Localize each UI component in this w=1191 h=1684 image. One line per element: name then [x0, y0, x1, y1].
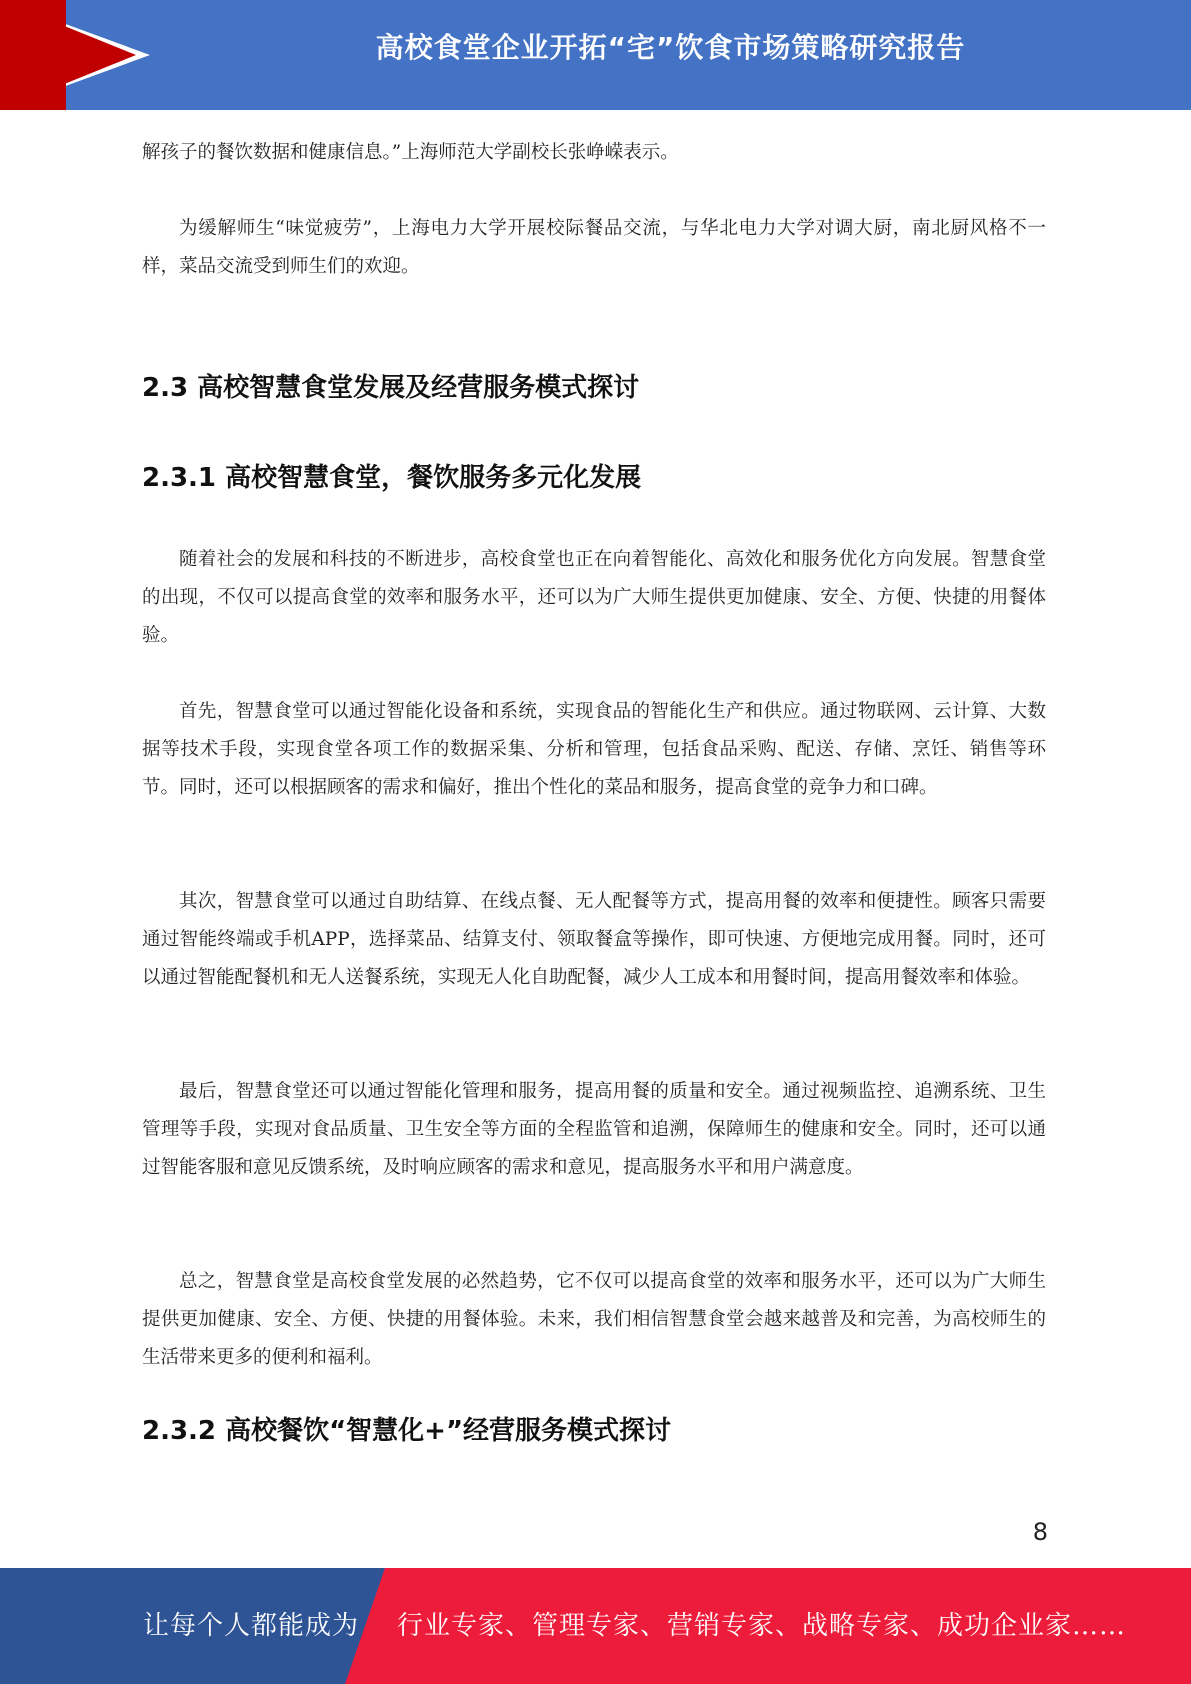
paragraph-intro-tail: 解孩子的餐饮数据和健康信息。”上海师范大学副校长张峥嵘表示。 — [142, 142, 679, 163]
section-heading-2-3-2: 2.3.2 高校餐饮“智慧化+”经营服务模式探讨 — [142, 1416, 672, 1446]
page-footer — [0, 1568, 1191, 1684]
section-2-3-block — [142, 370, 1046, 406]
paragraph-2-block — [142, 693, 1046, 807]
footer-slogan-right: 行业专家、管理专家、营销专家、战略专家、成功企业家…… — [397, 1611, 1127, 1641]
paragraph-5: 总之，智慧食堂是高校食堂发展的必然趋势，它不仅可以提高食堂的效率和服务水平，还可以为广大师生提供更加健康、安全、方便、快捷的用餐体验。未来，我们相信智慧食堂会越来越普及和完善，为高校师生的生活带来更多的便利和福利。 — [142, 1271, 1046, 1368]
paragraph-3: 其次，智慧食堂可以通过自助结算、在线点餐、无人配餐等方式，提高用餐的效率和便捷性。顾客只需要通过智能终端或手机APP，选择菜品、结算支付、领取餐盒等操作，即可快速、方便地完成用餐。同时，还可以通过智能配餐机和无人送餐系统，实现无人化自助配餐，减少人工成本和用餐时间，提高用餐效率和体验。 — [142, 891, 1046, 988]
paragraph-3-block — [142, 883, 1046, 997]
page-number: 8 — [1032, 1518, 1048, 1546]
paragraph-4-block — [142, 1073, 1046, 1187]
paragraph-2: 首先，智慧食堂可以通过智能化设备和系统，实现食品的智能化生产和供应。通过物联网、云计算、大数据等技术手段，实现食堂各项工作的数据采集、分析和管理，包括食品采购、配送、存储、烹饪、销售等环节。同时，还可以根据顾客的需求和偏好，推出个性化的菜品和服务，提高食堂的竞争力和口碑。 — [142, 701, 1046, 798]
exchange-block — [142, 210, 1046, 286]
header-chevron-red — [0, 0, 136, 110]
paragraph-1-block — [142, 541, 1046, 655]
section-2-3-1-block — [142, 460, 1046, 496]
paragraph-1: 随着社会的发展和科技的不断进步，高校食堂也正在向着智能化、高效化和服务优化方向发展。智慧食堂的出现，不仅可以提高食堂的效率和服务水平，还可以为广大师生提供更加健康、安全、方便、快捷的用餐体验。 — [142, 549, 1046, 646]
intro-tail-block — [142, 134, 1046, 172]
section-2-3-2-block — [142, 1413, 1046, 1449]
paragraph-5-block — [142, 1263, 1046, 1377]
paragraph-4: 最后，智慧食堂还可以通过智能化管理和服务，提高用餐的质量和安全。通过视频监控、追溯系统、卫生管理等手段，实现对食品质量、卫生安全等方面的全程监管和追溯，保障师生的健康和安全。同时，还可以通过智能客服和意见反馈系统，及时响应顾客的需求和意见，提高服务水平和用户满意度。 — [142, 1081, 1046, 1178]
section-heading-2-3-1: 2.3.1 高校智慧食堂，餐饮服务多元化发展 — [142, 463, 642, 493]
footer-slogan-left: 让每个人都能成为 — [143, 1611, 360, 1641]
paragraph-exchange: 为缓解师生“味觉疲劳”，上海电力大学开展校际餐品交流，与华北电力大学对调大厨，南北厨风格不一样，菜品交流受到师生们的欢迎。 — [142, 218, 1046, 277]
section-heading-2-3: 2.3 高校智慧食堂发展及经营服务模式探讨 — [142, 373, 640, 403]
report-title: 高校食堂企业开拓“宅”饮食市场策略研究报告 — [375, 31, 966, 64]
page-header — [0, 0, 1191, 110]
